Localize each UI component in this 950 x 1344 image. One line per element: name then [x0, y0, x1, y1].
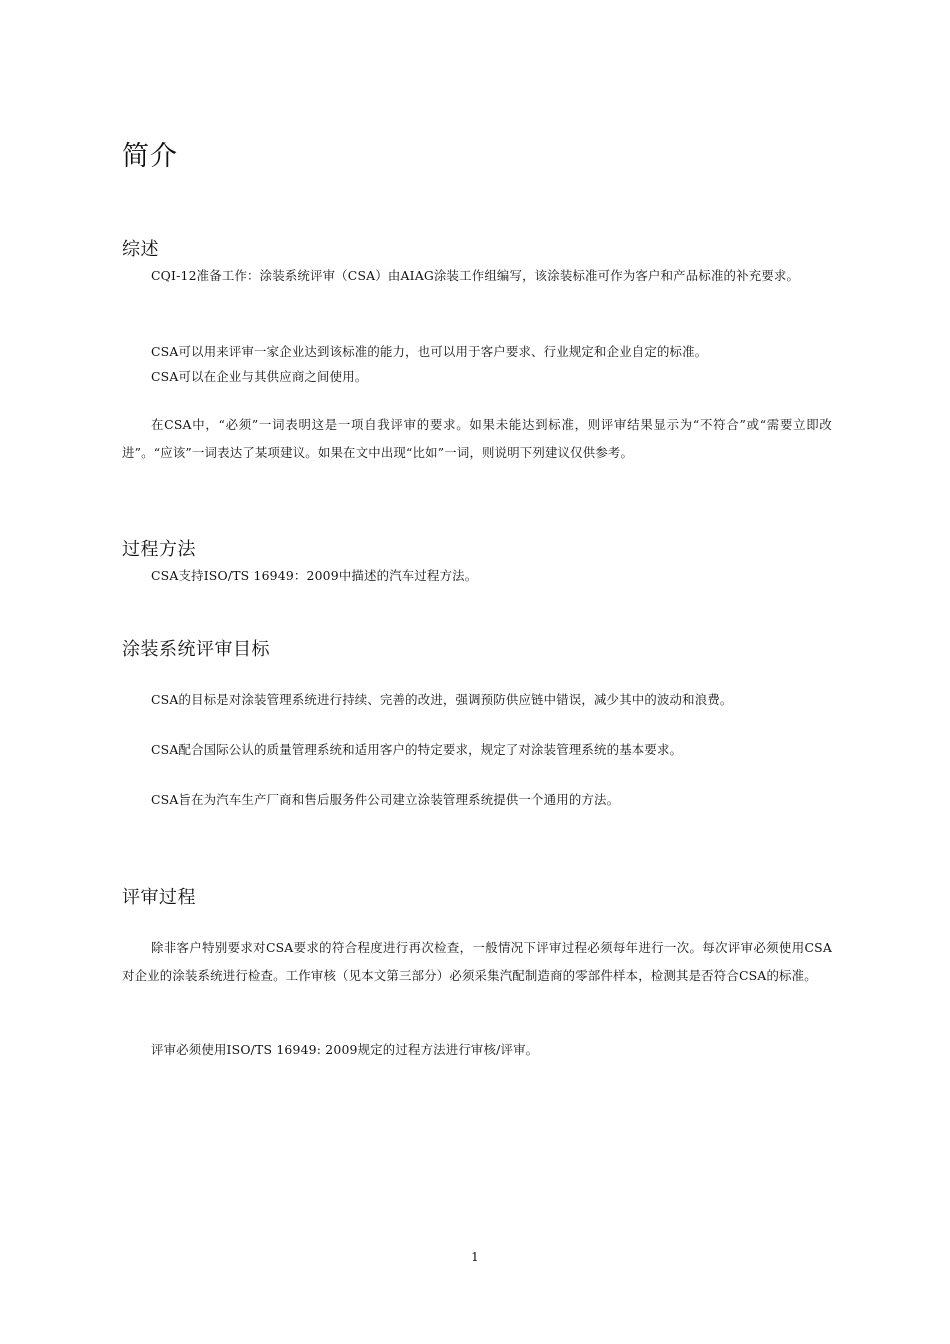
- process-approach-paragraph: CSA支持ISO/TS 16949：2009中描述的汽车过程方法。: [151, 568, 478, 583]
- section-heading-objectives: 涂装系统评审目标: [122, 639, 270, 660]
- section-heading-assessment-process: 评审过程: [122, 887, 196, 908]
- section-heading-process-approach: 过程方法: [122, 539, 196, 560]
- overview-paragraph-1: CQI-12准备工作：涂装系统评审（CSA）由AIAG涂装工作组编写，该涂装标准可作为客户和产品标准的补充要求。: [151, 268, 800, 283]
- objectives-paragraph-2: CSA配合国际公认的质量管理系统和适用客户的特定要求，规定了对涂装管理系统的基本要求。: [151, 742, 683, 757]
- overview-paragraph-3: CSA可以在企业与其供应商之间使用。: [151, 369, 368, 384]
- objectives-paragraph-3: CSA旨在为汽车生产厂商和售后服务件公司建立涂装管理系统提供一个通用的方法。: [151, 792, 620, 807]
- page-title: 简介: [122, 141, 178, 172]
- page-number: 1: [471, 1250, 479, 1264]
- objectives-paragraph-1: CSA的目标是对涂装管理系统进行持续、完善的改进，强调预防供应链中错误，减少其中的波动和浪费。: [151, 692, 733, 707]
- overview-paragraph-2: CSA可以用来评审一家企业达到该标准的能力，也可以用于客户要求、行业规定和企业自定的标准。: [151, 344, 708, 359]
- section-heading-overview: 综述: [122, 239, 159, 260]
- assessment-process-paragraph-1: 除非客户特别要求对CSA要求的符合程度进行再次检查，一般情况下评审过程必须每年进行一次。每次评审必须使用CSA对企业的涂装系统进行检查。工作审核（见本文第三部分）必须采集汽配制造商的零部件样本，检测其是否符合CSA的标准。: [122, 940, 832, 983]
- overview-paragraph-4: 在CSA中，“必须”一词表明这是一项自我评审的要求。如果未能达到标准，则评审结果显示为“不符合”或“需要立即改进”。“应该”一词表达了某项建议。如果在文中出现“比如”一词，则说明下列建议仅供参考。: [122, 417, 832, 460]
- assessment-process-paragraph-2: 评审必须使用ISO/TS 16949: 2009规定的过程方法进行审核/评审。: [151, 1042, 539, 1057]
